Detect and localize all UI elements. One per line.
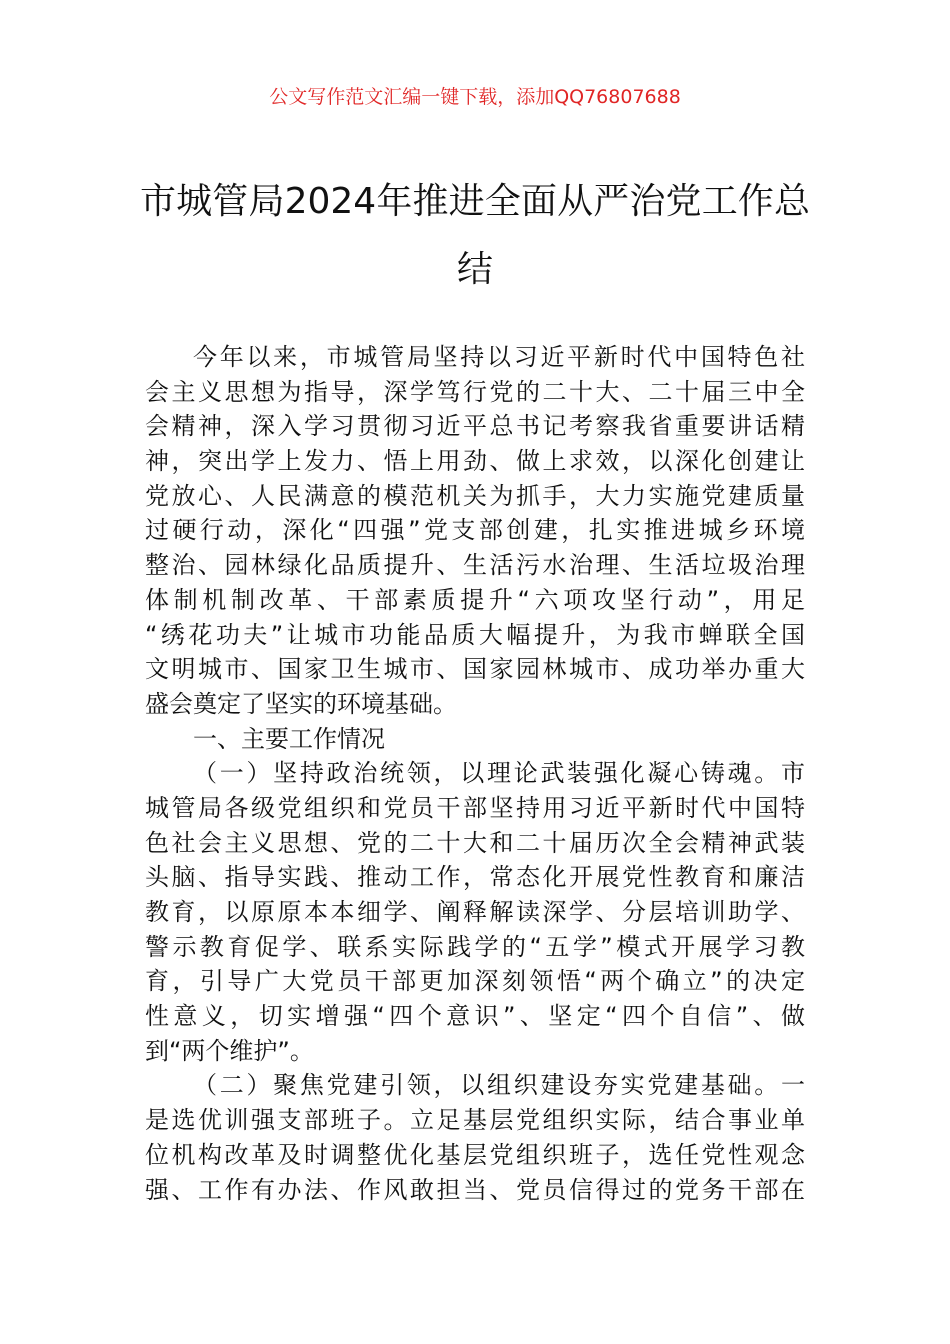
paragraph-line: 城管局各级党组织和党员干部坚持用习近平新时代中国特 [145, 793, 805, 822]
paragraph-line: 色社会主义思想、党的二十大和二十届历次全会精神武装 [145, 828, 805, 857]
paragraph-line: 育，引导广大党员干部更加深刻领悟“两个确立”的决定 [145, 967, 805, 996]
paragraph-line: 会精神，深入学习贯彻习近平总书记考察我省重要讲话精 [145, 412, 805, 441]
paragraph-line: 整治、园林绿化品质提升、生活污水治理、生活垃圾治理 [145, 551, 805, 580]
paragraph-line: 盛会奠定了坚实的环境基础。 [145, 689, 457, 718]
paragraph [145, 1068, 805, 1207]
paragraph [145, 756, 805, 1068]
paragraph-line: 今年以来，市城管局坚持以习近平新时代中国特色社 [193, 343, 805, 371]
paragraph-line: 强、工作有办法、作风敢担当、党员信得过的党务干部在 [145, 1175, 805, 1204]
paragraph-line: 到“两个维护”。 [145, 1036, 314, 1065]
paragraph-line: “绣花功夫”让城市功能品质大幅提升，为我市蝉联全国 [145, 620, 805, 649]
paragraph-line: 过硬行动，深化“四强”党支部创建，扎实推进城乡环境 [145, 516, 805, 545]
paragraph-line: 警示教育促学、联系实际践学的“五学”模式开展学习教 [145, 932, 805, 961]
paragraph-line: 会主义思想为指导，深学笃行党的二十大、二十届三中全 [145, 377, 805, 406]
paragraph-line: 神，突出学上发力、悟上用劲、做上求效，以深化创建让 [145, 447, 805, 476]
paragraph-line: 位机构改革及时调整优化基层党组织班子，选任党性观念 [145, 1140, 805, 1169]
paragraph-line: 文明城市、国家卫生城市、国家园林城市、成功举办重大 [145, 655, 805, 684]
paragraph-line: （一）坚持政治统领，以理论武装强化凝心铸魂。市 [193, 759, 805, 788]
paragraph-line: 性意义，切实增强“四个意识”、坚定“四个自信”、做 [145, 1002, 805, 1031]
watermark-text: 公文写作范文汇编一键下载，添加QQ76807688 [269, 86, 681, 108]
paragraph [145, 722, 805, 757]
paragraph [145, 340, 805, 722]
document-body [145, 340, 805, 1207]
paragraph-line: 一、主要工作情况 [193, 724, 385, 753]
paragraph-line: 是选优训强支部班子。立足基层党组织实际，结合事业单 [145, 1106, 805, 1135]
document-title: 市城管局2024年推进全面从严治党工作总 [140, 181, 810, 222]
paragraph-line: 党放心、人民满意的模范机关为抓手，大力实施党建质量 [145, 481, 805, 510]
paragraph-line: 体制机制改革、干部素质提升“六项攻坚行动”，用足 [145, 585, 805, 614]
paragraph-line: 教育，以原原本本细学、阐释解读深学、分层培训助学、 [145, 898, 805, 926]
paragraph-line: 头脑、指导实践、推动工作，常态化开展党性教育和廉洁 [145, 863, 805, 892]
paragraph-line: （二）聚焦党建引领，以组织建设夯实党建基础。一 [193, 1071, 805, 1100]
document-title-continued: 结 [456, 249, 493, 290]
